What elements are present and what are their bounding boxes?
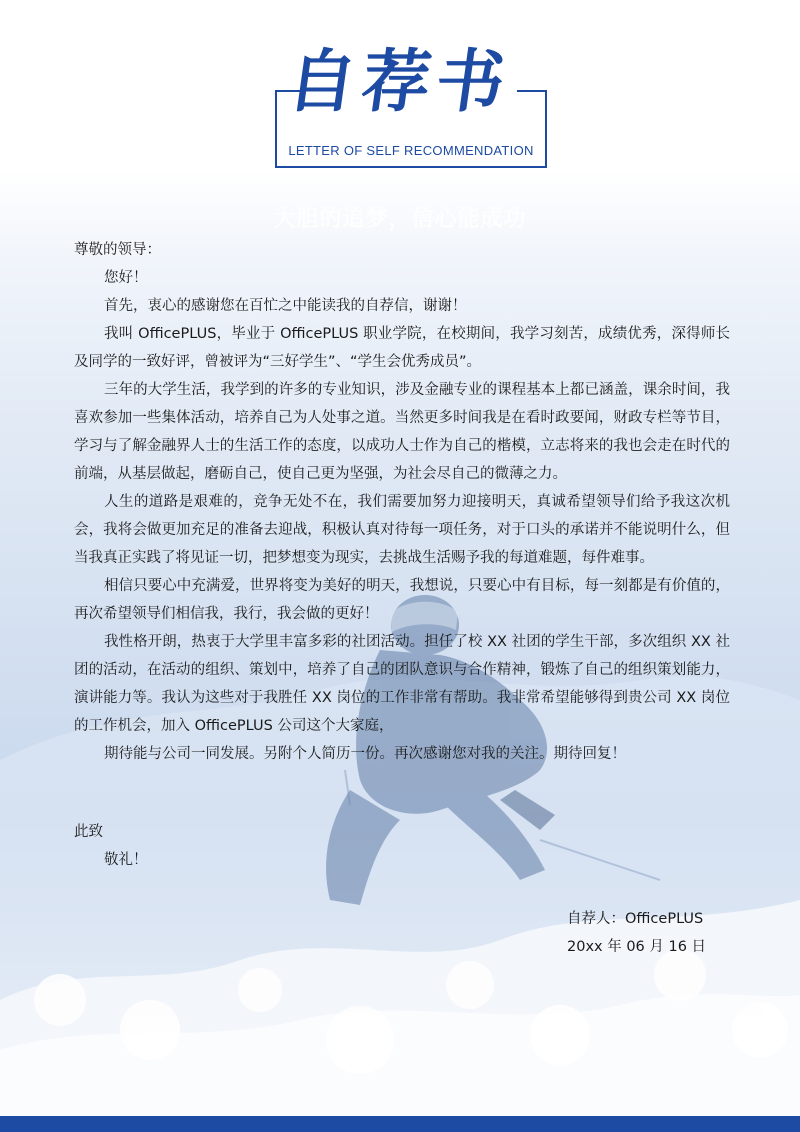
paragraph-greeting: 您好！	[104, 270, 148, 286]
closing-line-1: 此致	[74, 824, 103, 840]
paragraph-challenges: 人生的道路是艰难的，竞争无处不在，我们需要加努力迎接明天，真诚希望领导们给予我这次机会，我将会做更加充足的准备去迎战，积极认真对待每一项任务，对于口头的承诺并不能说明什么，但当我真正实践了将见证一切，把梦想变为现实，去挑战生活赐予我的每道难题，每件难事。	[74, 494, 730, 566]
paragraph-expectation: 期待能与公司一同发展。另附个人简历一份。再次感谢您对我的关注。期待回复！	[104, 746, 626, 762]
bottom-accent-bar	[0, 1116, 800, 1132]
signature-name: 自荐人：OfficePLUS	[567, 911, 704, 927]
signature-block	[567, 905, 706, 961]
letter-body	[74, 236, 730, 768]
background-slogan: 大胆的追梦，信心能成功	[273, 207, 527, 232]
closing-line-2: 敬礼！	[104, 852, 148, 868]
paragraph-thanks: 首先，衷心的感谢您在百忙之中能读我的自荐信，谢谢！	[104, 298, 467, 314]
page-subtitle: LETTER OF SELF RECOMMENDATION	[288, 143, 534, 158]
salutation: 尊敬的领导：	[74, 242, 161, 258]
paragraph-introduction: 我叫 OfficePLUS，毕业于 OfficePLUS 职业学院，在校期间，我学习刻苦，成绩优秀，深得师长及同学的一致好评，曾被评为“三好学生”、“学生会优秀成员”。	[74, 326, 730, 370]
paragraph-personality: 我性格开朗，热衷于大学里丰富多彩的社团活动。担任了校 XX 社团的学生干部，多次组织 XX 社团的活动，在活动的组织、策划中，培养了自己的团队意识与合作精神，锻炼了自己的组织策划能力，演讲能力等。我认为这些对于我胜任 XX 岗位的工作非常有帮助。我非常希望能够得到贵公司 XX 岗位的工作机会，加入 OfficePLUS 公司这个大家庭，	[74, 634, 730, 734]
paragraph-university-life: 三年的大学生活，我学到的许多的专业知识，涉及金融专业的课程基本上都已涵盖，课余时间，我喜欢参加一些集体活动，培养自己为人处事之道。当然更多时间我是在看时政要闻，财政专栏等节目，学习与了解金融界人士的生活工作的态度，以成功人士作为自己的楷模，立志将来的我也会走在时代的前端，从基层做起，磨砺自己，使自己更为坚强，为社会尽自己的微薄之力。	[74, 382, 730, 482]
closing	[74, 818, 148, 874]
page-title: 自荐书	[282, 42, 516, 122]
paragraph-belief: 相信只要心中充满爱，世界将变为美好的明天，我想说，只要心中有目标，每一刻都是有价值的，再次希望领导们相信我，我行，我会做的更好！	[74, 578, 730, 622]
signature-date: 20xx 年 06 月 16 日	[567, 939, 707, 955]
